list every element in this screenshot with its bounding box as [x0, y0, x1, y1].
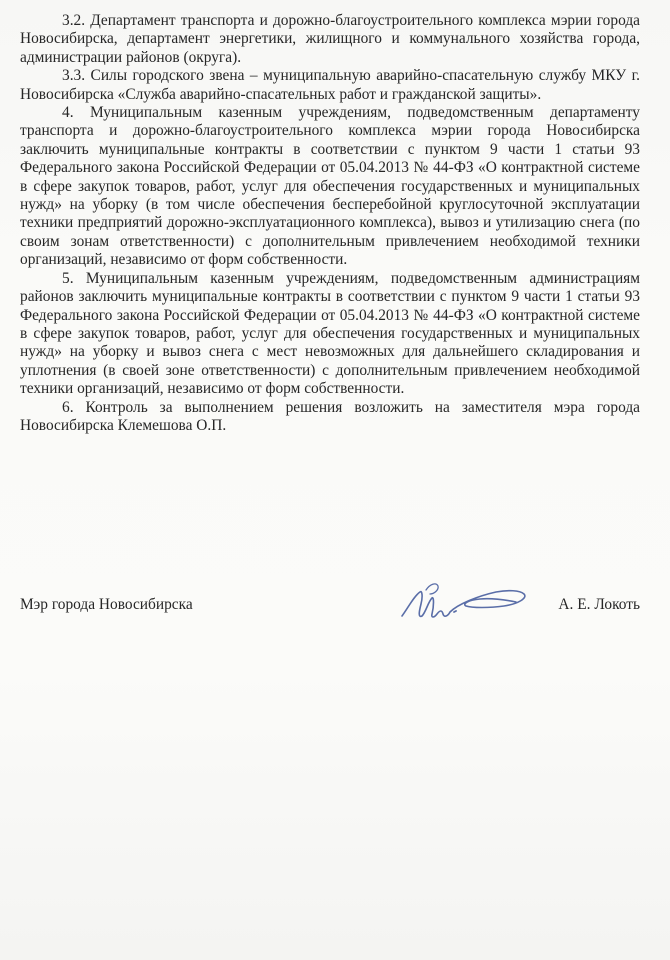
- paragraph-4: 4. Муниципальным казенным учреждениям, подведомственным департаменту транспорта и дорожно-благоустроительного комплекса мэрии города Новосибирска заключить муниципальные контракты в соответствии с пунктом 9 части 1 статьи 93 Федерального закона Российской Федерации от 05.04.2013 № 44-ФЗ «О контрактной системе в сфере закупок товаров, работ, услуг для обеспечения государственных и муниципальных нужд» на уборку (в том числе обеспечения бесперебойной круглосуточной эксплуатации техники предприятий дорожно-эксплуатационного комплекса), вывоз и утилизацию снега (по своим зонам ответственности) с дополнительным привлечением необходимой техники организаций, независимо от форм собственности.: [20, 104, 640, 269]
- signature-stroke: [402, 591, 525, 617]
- document-body: [20, 12, 640, 435]
- paragraph-5: 5. Муниципальным казенным учреждениям, подведомственным администрациям районов заключить муниципальные контракты в соответствии с пунктом 9 части 1 статьи 93 Федерального закона Российской Федерации от 05.04.2013 № 44-ФЗ «О контрактной системе в сфере закупок товаров, работ, услуг для обеспечения государственных и муниципальных нужд» на уборку и вывоз снега с мест невозможных для дальнейшего складирования и уплотнения (в своей зоне ответственности) с дополнительным привлечением необходимой техники организаций, независимо от форм собственности.: [20, 269, 640, 398]
- paragraph-3-3: 3.3. Силы городского звена – муниципальную аварийно-спасательную службу МКУ г. Новосибирска «Служба аварийно-спасательных работ и гражданской защиты».: [20, 67, 640, 103]
- signatory-title: Мэр города Новосибирска: [20, 596, 193, 613]
- handwritten-signature: [396, 572, 546, 632]
- signature-loop: [426, 584, 438, 594]
- signature-block: [20, 592, 640, 626]
- signatory-name: А. Е. Локоть: [558, 596, 640, 613]
- paragraph-3-2: 3.2. Департамент транспорта и дорожно-благоустроительного комплекса мэрии города Новосибирска, департамент энергетики, жилищного и коммунального хозяйства города, администрации районов (округа).: [20, 12, 640, 66]
- paragraph-6: 6. Контроль за выполнением решения возложить на заместителя мэра города Новосибирска Клемешова О.П.: [20, 398, 640, 434]
- signature-dot: [454, 611, 456, 612]
